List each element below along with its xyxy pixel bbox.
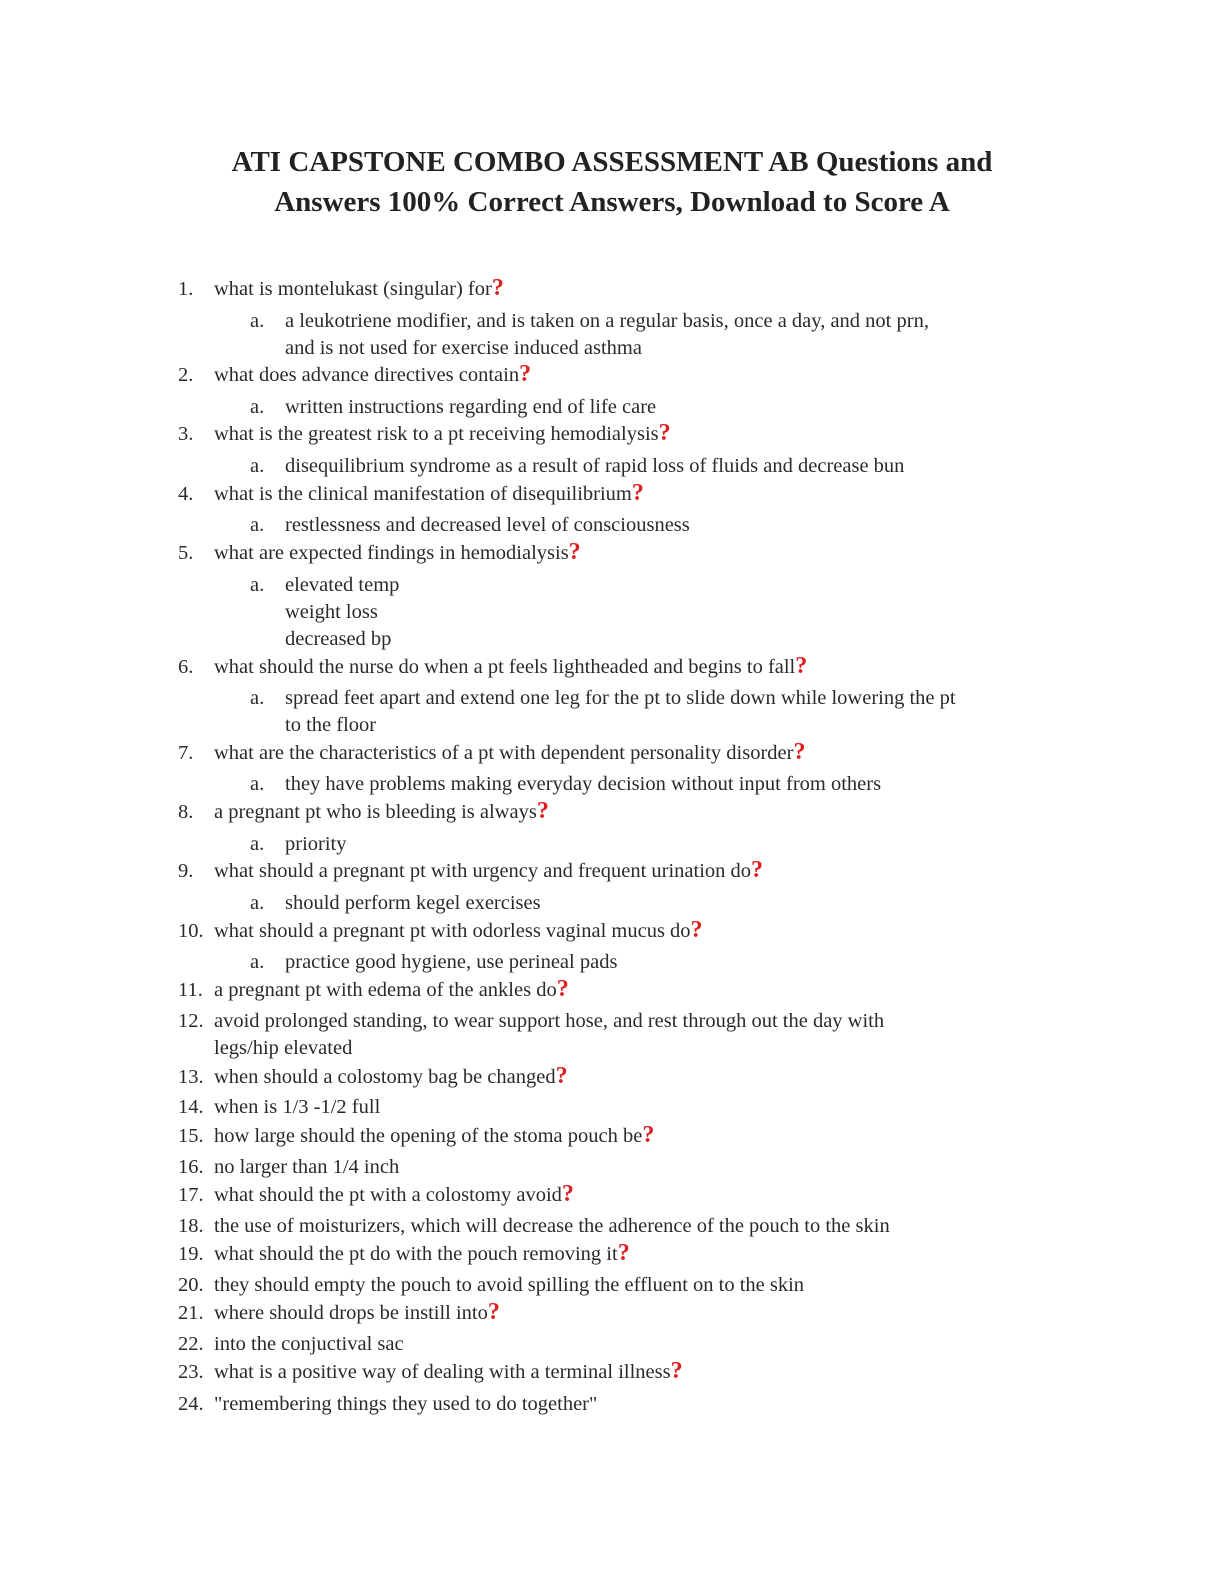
question-mark-icon: ? (642, 1122, 655, 1148)
item-number: 23. (178, 1361, 204, 1383)
answer-text-cont: decreased bp (285, 628, 392, 650)
title-line-1: ATI CAPSTONE COMBO ASSESSMENT AB Questions and (231, 146, 993, 178)
question-text: how large should the opening of the stoma pouch be? (214, 1122, 655, 1148)
item-text: they should empty the pouch to avoid spilling the effluent on to the skin (214, 1274, 805, 1296)
item-letter: a. (250, 396, 265, 418)
question-text: what are the characteristics of a pt with dependent personality disorder? (214, 739, 806, 765)
question-text: what should a pregnant pt with odorless vaginal mucus do? (214, 917, 703, 943)
item-number: 2. (178, 364, 194, 386)
answer-text: written instructions regarding end of life care (285, 396, 657, 418)
question-mark-icon: ? (795, 653, 808, 679)
question-mark-icon: ? (561, 1181, 574, 1207)
answer-text: practice good hygiene, use perineal pads (285, 951, 618, 973)
question-text: a pregnant pt who is bleeding is always? (214, 798, 549, 824)
document-title (150, 142, 1074, 222)
item-text: the use of moisturizers, which will decrease the adherence of the pouch to the skin (214, 1215, 890, 1237)
item-number: 7. (178, 742, 194, 764)
item-number: 10. (178, 920, 204, 942)
item-number: 3. (178, 423, 194, 445)
item-number: 6. (178, 656, 194, 678)
item-number: 16. (178, 1156, 204, 1178)
question-text: what is a positive way of dealing with a terminal illness? (214, 1358, 683, 1384)
answer-text: they have problems making everyday decision without input from others (285, 773, 882, 795)
answer-text-cont: and is not used for exercise induced asthma (285, 337, 642, 359)
item-number: 21. (178, 1302, 204, 1324)
answer-text: priority (285, 833, 347, 855)
answer-text: spread feet apart and extend one leg for the pt to slide down while lowering the pt (285, 687, 956, 709)
item-number: 12. (178, 1010, 204, 1032)
item-number: 5. (178, 542, 194, 564)
question-text: what are expected findings in hemodialysis? (214, 539, 581, 565)
item-number: 17. (178, 1184, 204, 1206)
item-number: 11. (178, 979, 203, 1001)
answer-text: a leukotriene modifier, and is taken on a regular basis, once a day, and not prn, (285, 310, 929, 332)
item-number: 20. (178, 1274, 204, 1296)
question-mark-icon: ? (670, 1358, 683, 1384)
question-text: when should a colostomy bag be changed? (214, 1063, 568, 1089)
question-mark-icon: ? (519, 361, 532, 387)
question-mark-icon: ? (555, 1063, 568, 1089)
item-number: 14. (178, 1096, 204, 1118)
item-letter: a. (250, 514, 265, 536)
question-text: where should drops be instill into? (214, 1299, 500, 1325)
item-number: 8. (178, 801, 194, 823)
question-text: what should the nurse do when a pt feels lightheaded and begins to fall? (214, 653, 808, 679)
item-number: 13. (178, 1066, 204, 1088)
question-text: a pregnant pt with edema of the ankles do? (214, 976, 569, 1002)
item-text: avoid prolonged standing, to wear support hose, and rest through out the day with (214, 1010, 885, 1032)
item-number: 4. (178, 483, 194, 505)
item-letter: a. (250, 833, 265, 855)
question-mark-icon: ? (690, 917, 703, 943)
item-text: "remembering things they used to do together" (214, 1393, 598, 1415)
answer-text-cont: weight loss (285, 601, 378, 623)
answer-text: restlessness and decreased level of consciousness (285, 514, 690, 536)
question-mark-icon: ? (617, 1240, 630, 1266)
question-text: what is the clinical manifestation of disequilibrium? (214, 480, 644, 506)
answer-text-cont: to the floor (285, 714, 377, 736)
question-mark-icon: ? (751, 857, 764, 883)
item-letter: a. (250, 892, 265, 914)
item-number: 1. (178, 278, 194, 300)
answer-text: should perform kegel exercises (285, 892, 541, 914)
item-text-cont: legs/hip elevated (214, 1037, 353, 1059)
item-letter: a. (250, 310, 265, 332)
item-letter: a. (250, 455, 265, 477)
item-number: 19. (178, 1243, 204, 1265)
question-mark-icon: ? (658, 420, 671, 446)
question-text: what is the greatest risk to a pt receiving hemodialysis? (214, 420, 671, 446)
item-text: into the conjuctival sac (214, 1333, 404, 1355)
answer-text: disequilibrium syndrome as a result of rapid loss of fluids and decrease bun (285, 455, 905, 477)
item-letter: a. (250, 951, 265, 973)
item-number: 22. (178, 1333, 204, 1355)
item-text: no larger than 1/4 inch (214, 1156, 400, 1178)
question-text: what is montelukast (singular) for? (214, 275, 504, 301)
item-text: when is 1/3 -1/2 full (214, 1096, 381, 1118)
item-letter: a. (250, 773, 265, 795)
item-number: 24. (178, 1393, 204, 1415)
item-number: 9. (178, 860, 194, 882)
item-number: 15. (178, 1125, 204, 1147)
question-mark-icon: ? (491, 275, 504, 301)
question-mark-icon: ? (568, 539, 581, 565)
question-text: what does advance directives contain? (214, 361, 532, 387)
question-mark-icon: ? (487, 1299, 500, 1325)
item-number: 18. (178, 1215, 204, 1237)
answer-text: elevated temp (285, 574, 400, 596)
question-text: what should a pregnant pt with urgency and frequent urination do? (214, 857, 764, 883)
question-text: what should the pt do with the pouch removing it? (214, 1240, 630, 1266)
title-line-2: Answers 100% Correct Answers, Download to Score A (274, 186, 950, 218)
question-mark-icon: ? (556, 976, 569, 1002)
question-mark-icon: ? (536, 798, 549, 824)
item-letter: a. (250, 687, 265, 709)
question-mark-icon: ? (793, 739, 806, 765)
question-mark-icon: ? (631, 480, 644, 506)
question-text: what should the pt with a colostomy avoid? (214, 1181, 574, 1207)
item-letter: a. (250, 574, 265, 596)
